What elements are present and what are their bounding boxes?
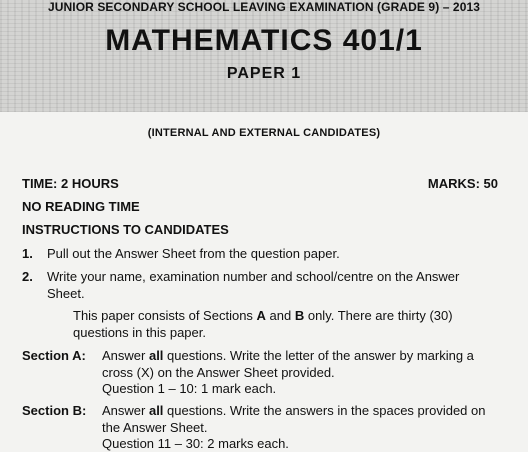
instruction-text: Pull out the Answer Sheet from the question paper. bbox=[47, 246, 340, 261]
paper-number: PAPER 1 bbox=[226, 65, 302, 82]
total-marks: MARKS: 50 bbox=[427, 176, 498, 191]
no-reading-time: NO READING TIME bbox=[22, 199, 140, 214]
section-b-marks: Question 11 – 30: 2 marks each. bbox=[102, 436, 289, 451]
emphasis-all: all bbox=[148, 348, 164, 363]
section-b-text bbox=[102, 402, 486, 419]
time-allowed: TIME: 2 HOURS bbox=[22, 176, 119, 191]
section-a-line2: cross (X) on the Answer Sheet provided. bbox=[102, 365, 335, 380]
section-a-marks: Question 1 – 10: 1 mark each. bbox=[102, 381, 277, 396]
instruction-number: 2. bbox=[22, 269, 33, 284]
paper-note-text: This paper consists of Sections bbox=[73, 308, 257, 323]
section-text: questions. Write the answers in the spaces provided on bbox=[163, 403, 486, 418]
paper-note-line2: questions in this paper. bbox=[73, 325, 206, 340]
section-b-ref: B bbox=[294, 308, 305, 323]
subject-title: MATHEMATICS 401/1 bbox=[105, 24, 423, 57]
section-text: Answer bbox=[102, 348, 149, 363]
instruction-text: Sheet. bbox=[47, 286, 85, 301]
paper-note bbox=[73, 307, 453, 324]
section-a-ref: A bbox=[256, 308, 266, 323]
header-banner bbox=[0, 0, 528, 112]
section-text: Answer bbox=[102, 403, 149, 418]
emphasis-all: all bbox=[148, 403, 164, 418]
paper-note-text: and bbox=[265, 308, 295, 323]
section-a-label: Section A: bbox=[22, 348, 86, 363]
section-a-text bbox=[102, 347, 474, 364]
exam-title: JUNIOR SECONDARY SCHOOL LEAVING EXAMINATION (GRADE 9) – 2013 bbox=[47, 0, 481, 14]
section-b-line2: the Answer Sheet. bbox=[102, 420, 208, 435]
section-text: questions. Write the letter of the answer by marking a bbox=[163, 348, 474, 363]
section-b-label: Section B: bbox=[22, 403, 87, 418]
instruction-number: 1. bbox=[22, 246, 33, 261]
paper-note-text: only. There are thirty (30) bbox=[304, 308, 453, 323]
instructions-heading: INSTRUCTIONS TO CANDIDATES bbox=[22, 222, 229, 237]
candidates-line: (INTERNAL AND EXTERNAL CANDIDATES) bbox=[147, 127, 381, 139]
instruction-text: Write your name, examination number and school/centre on the Answer bbox=[47, 269, 460, 284]
